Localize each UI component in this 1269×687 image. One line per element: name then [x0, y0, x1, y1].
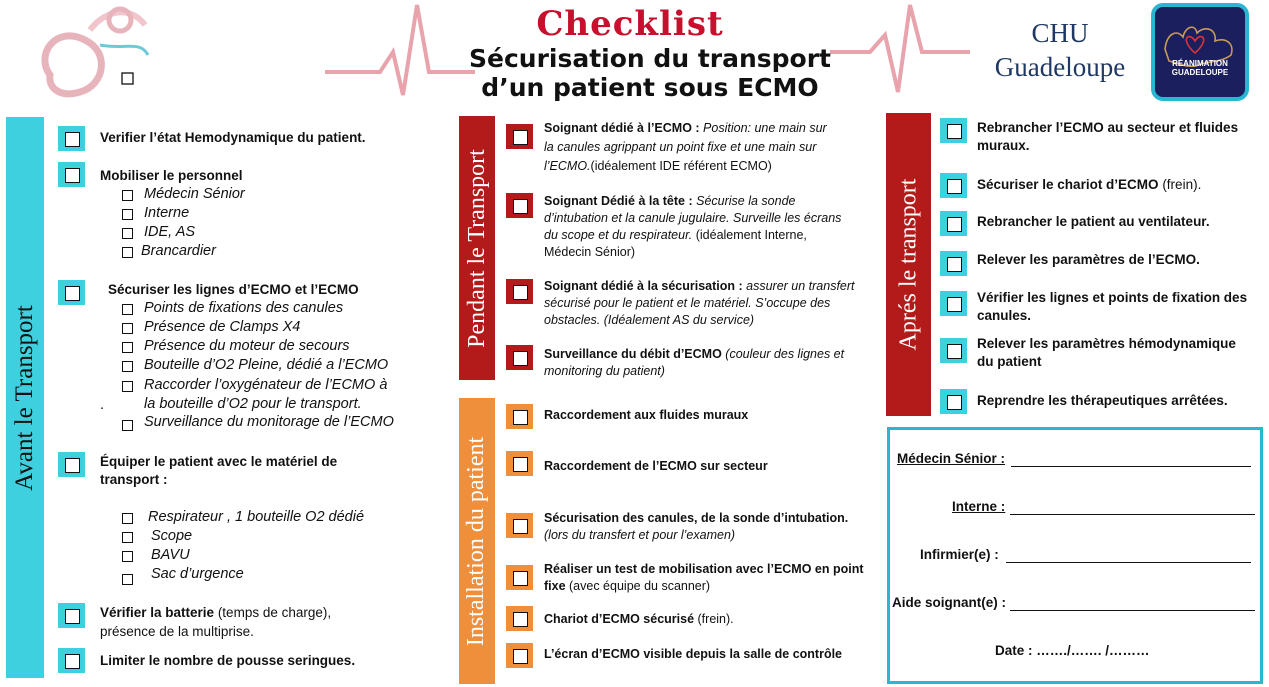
signature-line-senior[interactable]: [1011, 466, 1251, 467]
checkbox-avant-2[interactable]: [58, 162, 85, 187]
checkbox-avant-5[interactable]: [58, 603, 85, 628]
pendant-item-2-bold: Soignant Dédié à la tête :: [544, 194, 697, 208]
pendant-item-1-italic: Position: une main sur: [703, 121, 827, 135]
pendant-item-3-italic: assurer un transfert: [746, 279, 855, 293]
org-line1: CHU: [1031, 18, 1089, 48]
checkbox-pendant-2[interactable]: [506, 193, 533, 218]
apres-item-6: Relever les paramètres hémodynamique: [977, 336, 1236, 351]
checkbox-avant-3[interactable]: [58, 280, 85, 305]
checkbox-avant-1[interactable]: [58, 126, 85, 151]
sub-checkbox[interactable]: [122, 209, 133, 220]
section-band-pendant: [459, 116, 495, 380]
avant-item-4-line2: transport :: [100, 472, 168, 487]
checkbox-pendant-3[interactable]: [506, 279, 533, 304]
apres-item-5-line2: canules.: [977, 308, 1032, 323]
pendant-item-3-line3: obstacles. (Idéalement AS du service): [544, 313, 755, 327]
org-name: [975, 16, 1145, 84]
checkbox-installation-6[interactable]: [506, 643, 533, 668]
apres-item-2: [977, 175, 1201, 194]
avant-item-3-sub-5: Raccorder l’oxygénateur de l’ECMO à: [144, 377, 388, 393]
logo-text-line1: RÉANIMATION: [1172, 59, 1228, 68]
apres-item-1: Rebrancher l’ECMO au secteur et fluides: [977, 120, 1239, 135]
page-title: Checklist: [536, 4, 724, 44]
avant-item-2-sub-2: Interne: [144, 205, 190, 221]
avant-item-5-rest: (temps de charge),: [214, 605, 332, 620]
sub-checkbox[interactable]: [122, 513, 133, 524]
checkbox-apres-5[interactable]: [940, 291, 967, 316]
avant-item-6: Limiter le nombre de pousse seringues.: [100, 653, 356, 668]
avant-item-3: Sécuriser les lignes d’ECMO et l’ECMO: [108, 282, 359, 297]
avant-item-3-sub-6: Surveillance du monitorage de l’ECMO: [144, 414, 394, 430]
pendant-item-2-line3-rest: (idéalement Interne,: [692, 228, 807, 242]
installation-item-4-line2: [544, 578, 710, 595]
apres-item-7: Reprendre les thérapeutiques arrêtées.: [977, 393, 1228, 408]
pendant-item-3-bold: Soignant dédié à la sécurisation :: [544, 279, 747, 293]
apres-item-2-bold: Sécuriser le chariot d’ECMO: [977, 177, 1159, 192]
installation-item-4: Réaliser un test de mobilisation avec l’ECMO en point: [544, 562, 864, 576]
installation-item-6: L’écran d’ECMO visible depuis la salle de contrôle: [544, 647, 843, 661]
checkbox-avant-4[interactable]: [58, 452, 85, 477]
checkbox-installation-4[interactable]: [506, 565, 533, 590]
avant-item-3-sub-2: Présence de Clamps X4: [144, 319, 301, 335]
installation-item-4-line2-bold: fixe: [544, 579, 566, 593]
apres-item-1-line2: muraux.: [977, 138, 1030, 153]
subtitle-line1: Sécurisation du transport: [469, 44, 831, 73]
installation-item-3: Sécurisation des canules, de la sonde d’intubation.: [544, 511, 849, 525]
avant-item-2-sub-3: IDE, AS: [144, 224, 196, 240]
checkbox-apres-3[interactable]: [940, 211, 967, 236]
section-title-avant: Avant le Transport: [11, 304, 38, 491]
pendant-item-2-line3-italic: du scope et du respirateur.: [544, 228, 693, 242]
sub-checkbox[interactable]: [122, 532, 133, 543]
avant-item-2-sub-4: Brancardier: [141, 243, 216, 259]
installation-item-5-rest: (frein).: [694, 612, 734, 626]
logo-text-line2: GUADELOUPE: [1171, 68, 1229, 77]
avant-item-5: [100, 603, 331, 622]
pendant-item-1-line3: [544, 158, 772, 175]
installation-item-5: [544, 611, 734, 628]
avant-item-4-sub-1: Respirateur , 1 bouteille O2 dédié: [148, 509, 365, 525]
signature-label-senior: Médecin Sénior :: [897, 451, 1006, 466]
sub-checkbox[interactable]: [122, 304, 133, 315]
sub-checkbox[interactable]: [122, 190, 133, 201]
section-band-installation: [459, 398, 495, 684]
avant-item-2-sub-1: Médecin Sénior: [144, 186, 245, 202]
checkbox-installation-1[interactable]: [506, 404, 533, 429]
apres-item-3: Rebrancher le patient au ventilateur.: [977, 214, 1210, 229]
pendant-item-3: [544, 278, 855, 295]
signature-line-interne[interactable]: [1010, 514, 1255, 515]
signature-label-infirmier: Infirmier(e) :: [920, 547, 999, 562]
apres-item-2-rest: (frein).: [1158, 177, 1202, 192]
avant-item-4-sub-4: Sac d’urgence: [151, 566, 244, 582]
sub-checkbox[interactable]: [122, 247, 133, 258]
section-band-avant: [6, 117, 44, 678]
section-band-apres: [886, 113, 931, 416]
pendant-item-2-italic: Sécurise la sonde: [696, 194, 796, 208]
avant-stray-dot: .: [100, 397, 105, 413]
checkbox-apres-2[interactable]: [940, 173, 967, 198]
installation-item-3-line2: (lors du transfert et pour l’examen): [544, 528, 736, 542]
sub-checkbox[interactable]: [122, 551, 133, 562]
signature-line-infirmier[interactable]: [1006, 562, 1251, 563]
pendant-item-4-italic: (couleur des lignes et: [725, 347, 845, 361]
checkbox-installation-5[interactable]: [506, 606, 533, 631]
pendant-item-1-line3-italic: l’ECMO.: [544, 159, 591, 173]
sub-checkbox[interactable]: [122, 574, 133, 585]
avant-item-3-sub-3: Présence du moteur de secours: [144, 338, 350, 354]
avant-item-4-line1: Équiper le patient avec le matériel de: [100, 454, 338, 469]
pendant-item-1-line3-rest: (idéalement IDE référent ECMO): [590, 159, 772, 173]
apres-item-6-line2: du patient: [977, 354, 1042, 369]
checkbox-apres-1[interactable]: [940, 118, 967, 143]
section-title-apres: Aprés le transport: [895, 178, 922, 351]
signature-label-interne: Interne :: [952, 499, 1006, 514]
section-title-installation: Installation du patient: [463, 436, 490, 646]
pendant-item-2-line2: d’intubation et la canule jugulaire. Surveille les écrans: [544, 211, 842, 225]
checkbox-installation-3[interactable]: [506, 513, 533, 538]
apres-item-4: Relever les paramètres de l’ECMO.: [977, 252, 1200, 267]
checkbox-installation-2[interactable]: [506, 451, 533, 476]
org-line2: Guadeloupe: [994, 52, 1126, 82]
pendant-item-4-line2: monitoring du patient): [544, 364, 665, 378]
avant-item-5-bold: Vérifier la batterie: [100, 605, 215, 620]
sub-checkbox[interactable]: [122, 323, 133, 334]
reanimation-logo: [1151, 3, 1249, 101]
pendant-item-1: [544, 120, 827, 137]
pendant-item-1-bold: Soignant dédié à l’ECMO :: [544, 121, 704, 135]
avant-item-3-sub-1: Points de fixations des canules: [144, 300, 344, 316]
pendant-item-2: [544, 193, 796, 210]
checkbox-apres-4[interactable]: [940, 251, 967, 276]
signature-line-aide[interactable]: [1010, 610, 1255, 611]
page-subtitle: [440, 44, 860, 102]
sub-checkbox[interactable]: [122, 228, 133, 239]
avant-item-5-line2: présence de la multiprise.: [100, 624, 254, 639]
avant-item-1: Verifier l’état Hemodynamique du patient.: [100, 130, 366, 145]
installation-item-5-bold: Chariot d’ECMO sécurisé: [544, 612, 695, 626]
section-title-pendant: Pendant le Transport: [463, 148, 490, 348]
checkbox-apres-7[interactable]: [940, 389, 967, 414]
subtitle-line2: d’un patient sous ECMO: [481, 73, 819, 102]
checkbox-pendant-1[interactable]: [506, 124, 533, 149]
avant-item-3-sub-5-cont: la bouteille d’O2 pour le transport.: [144, 396, 362, 412]
installation-item-2: Raccordement de l’ECMO sur secteur: [544, 459, 768, 473]
pendant-item-3-line2: sécurisé pour le patient et le matériel. S’occupe des: [544, 296, 831, 310]
signature-label-date: Date : ……./……. /………: [995, 643, 1150, 658]
avant-item-4-sub-2: Scope: [151, 528, 193, 544]
pendant-item-2-line3: [544, 227, 807, 244]
checkbox-pendant-4[interactable]: [506, 345, 533, 370]
pendant-item-4: [544, 346, 844, 363]
apres-item-5: Vérifier les lignes et points de fixation des: [977, 290, 1248, 305]
sub-checkbox[interactable]: [122, 342, 133, 353]
pendant-item-2-line4: Médecin Sénior): [544, 245, 636, 259]
stethoscope-icon: [30, 0, 170, 105]
checkbox-avant-6[interactable]: [58, 648, 85, 673]
signature-label-aide: Aide soignant(e) :: [892, 595, 1006, 610]
checkbox-apres-6[interactable]: [940, 338, 967, 363]
sub-checkbox[interactable]: [122, 361, 133, 372]
avant-item-2: Mobiliser le personnel: [100, 168, 243, 183]
avant-item-4-sub-3: BAVU: [151, 547, 190, 563]
installation-item-4-line2-rest: (avec équipe du scanner): [565, 579, 711, 593]
sub-checkbox[interactable]: [122, 420, 133, 431]
installation-item-1: Raccordement aux fluides muraux: [544, 408, 749, 422]
sub-checkbox[interactable]: [122, 381, 133, 392]
pendant-item-1-line2: la canules agrippant un point fixe et une main sur: [544, 140, 817, 154]
pendant-item-4-bold: Surveillance du débit d’ECMO: [544, 347, 726, 361]
avant-item-3-sub-4: Bouteille d’O2 Pleine, dédié a l’ECMO: [144, 357, 389, 373]
